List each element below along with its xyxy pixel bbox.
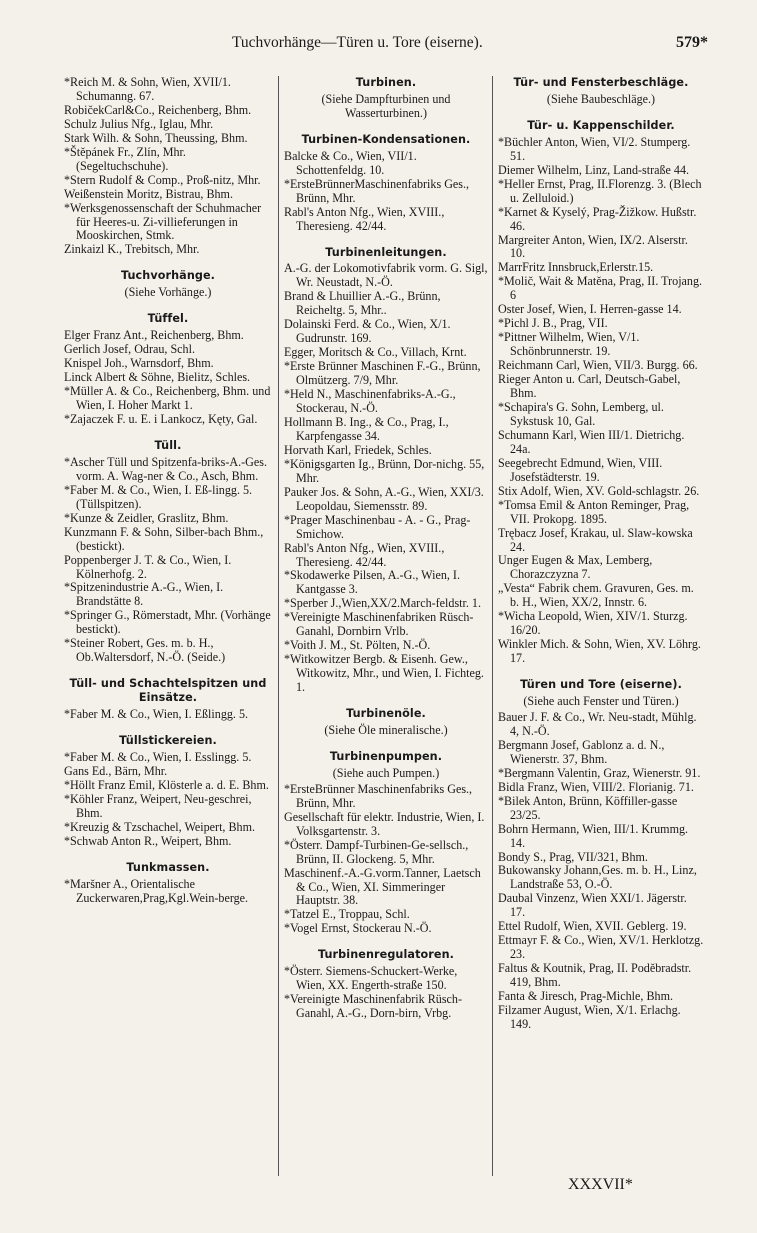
directory-entry: Linck Albert & Söhne, Bielitz, Schles. bbox=[64, 370, 251, 385]
directory-entry: *Kunze & Zeidler, Graslitz, Bhm. bbox=[64, 510, 229, 525]
directory-entry: *Skodawerke Pilsen, A.-G., Wien, I. Kantgasse 3. bbox=[284, 568, 460, 597]
directory-entry: *Kreuzig & Tzschachel, Weipert, Bhm. bbox=[64, 819, 256, 834]
directory-entry: *Schapira's G. Sohn, Lemberg, ul. Sykstusk 10, Gal. bbox=[498, 399, 664, 428]
directory-entry: Seegebrecht Edmund, Wien, VIII. Josefstädterstr. 19. bbox=[498, 455, 663, 484]
directory-entry: *Erste Brünner Maschinen F.-G., Brünn, Olmützerg. 7/9, Mhr. bbox=[284, 359, 481, 388]
directory-entry: *Prager Maschinenbau - A. - G., Prag-Smichow. bbox=[284, 512, 471, 541]
column-right bbox=[498, 76, 704, 1032]
directory-entry: Rabl's Anton Nfg., Wien, XVIII., Theresieng. 42/44. bbox=[284, 204, 445, 233]
directory-entry: *Pittner Wilhelm, Wien, V/1. Schönbrunnerstr. 19. bbox=[498, 330, 640, 359]
directory-entry: *Wicha Leopold, Wien, XIV/1. Sturzg. 16/20. bbox=[498, 609, 688, 638]
section-heading: Tür- und Fensterbeschläge. bbox=[513, 76, 689, 89]
running-title: Tuchvorhänge—Türen u. Tore (eiserne). bbox=[232, 34, 483, 51]
directory-entry: Bohrn Hermann, Wien, III/1. Krummg. 14. bbox=[498, 821, 689, 850]
directory-entry: *Vogel Ernst, Stockerau N.-Ö. bbox=[284, 921, 432, 936]
section-heading: Turbinen. bbox=[355, 76, 417, 89]
directory-entry: Weißenstein Moritz, Bistrau, Bhm. bbox=[64, 186, 233, 201]
directory-entry: Bondy S., Prag, VII/321, Bhm. bbox=[498, 849, 648, 864]
section-heading: Tür- u. Kappenschilder. bbox=[527, 118, 675, 132]
directory-entry: *Karnet & Kyselý, Prag-Žižkow. Hußstr. 46. bbox=[498, 204, 697, 233]
column-left bbox=[64, 76, 272, 906]
section-heading: Tuchvorhänge. bbox=[120, 269, 216, 283]
directory-entry: Brand & Lhuillier A.-G., Brünn, Reicheltg. 5, Mhr.. bbox=[284, 289, 441, 318]
directory-entry: Trębacz Josef, Krakau, ul. Slaw-kowska 24. bbox=[498, 525, 693, 554]
directory-entry: Oster Josef, Wien, I. Herren-gasse 14. bbox=[498, 302, 682, 317]
directory-entry: Gerlich Josef, Odrau, Schl. bbox=[64, 342, 195, 357]
directory-entry: Bergmann Josef, Gablonz a. d. N., Wienerstr. 37, Bhm. bbox=[498, 737, 665, 766]
directory-entry: Stix Adolf, Wien, XV. Gold-schlagstr. 26. bbox=[498, 483, 700, 498]
directory-entry: *Österr. Dampf-Turbinen-Ge-sellsch., Brünn, II. Glockeng. 5, Mhr. bbox=[284, 837, 469, 866]
directory-entry: Horvath Karl, Friedek, Schles. bbox=[284, 442, 432, 457]
directory-entry: *Witkowitzer Bergb. & Eisenh. Gew., Witkowitz, Mhr., und Wien, I. Fichteg. 1. bbox=[284, 652, 484, 695]
directory-entry: Margreiter Anton, Wien, IX/2. Alserstr. 10. bbox=[498, 232, 688, 261]
column-divider bbox=[278, 76, 279, 1176]
directory-entry: *Vereinigte Maschinenfabrik Rüsch-Ganahl, A.-G., Dorn-birn, Vrbg. bbox=[284, 992, 462, 1021]
directory-entry: Elger Franz Ant., Reichenberg, Bhm. bbox=[64, 328, 244, 343]
cross-reference-note: (Siehe Dampfturbinen und Wasserturbinen.) bbox=[321, 91, 451, 120]
directory-entry: *Vereinigte Maschinenfabriken Rüsch-Ganahl, Dornbirn Vrlb. bbox=[284, 610, 474, 639]
directory-entry: Filzamer August, Wien, X/1. Erlachg. 149. bbox=[498, 1003, 681, 1031]
directory-entry: Knispel Joh., Warnsdorf, Bhm. bbox=[64, 356, 214, 371]
directory-entry: Fanta & Jiresch, Prag-Michle, Bhm. bbox=[498, 989, 673, 1004]
directory-entry: *ErsteBrünner Maschinenfabriks Ges., Brünn, Mhr. bbox=[284, 781, 473, 810]
directory-entry: *Höllt Franz Emil, Klösterle a. d. E. Bhm. bbox=[64, 777, 269, 792]
directory-entry: *Tatzel E., Troppau, Schl. bbox=[284, 907, 410, 922]
directory-entry: *Zajaczek F. u. E. i Lankocz, Kęty, Gal. bbox=[64, 411, 258, 426]
cross-reference-note: (Siehe Vorhänge.) bbox=[124, 285, 212, 300]
directory-entry: Diemer Wilhelm, Linz, Land-straße 44. bbox=[498, 162, 690, 177]
directory-entry: Reichmann Carl, Wien, VII/3. Burgg. 66. bbox=[498, 358, 698, 373]
section-heading: Tüllstickereien. bbox=[119, 734, 217, 748]
directory-entry: *Bergmann Valentin, Graz, Wienerstr. 91. bbox=[498, 765, 701, 780]
section-heading: Turbinenöle. bbox=[346, 707, 426, 721]
directory-entry: Bauer J. F. & Co., Wr. Neu-stadt, Mühlg. 4, N.-Ö. bbox=[498, 709, 697, 738]
directory-entry: *Köhler Franz, Weipert, Neu-geschrei, Bhm. bbox=[64, 791, 252, 820]
directory-entry: Stark Wilh. & Sohn, Theussing, Bhm. bbox=[64, 130, 248, 145]
directory-entry: *Held N., Maschinenfabriks-A.-G., Stockerau, N.-Ö. bbox=[284, 387, 456, 416]
directory-entry: *Faber M. & Co., Wien, I. Esslingg. 5. bbox=[64, 749, 252, 764]
directory-entry: Hollmann B. Ing., & Co., Prag, I., Karpfengasse 34. bbox=[284, 414, 449, 443]
section-heading: Tunkmassen. bbox=[126, 860, 210, 874]
directory-entry: MarrFritz Innsbruck,Erlerstr.15. bbox=[498, 260, 654, 275]
directory-entry: Ettel Rudolf, Wien, XVII. Geblerg. 19. bbox=[498, 919, 687, 934]
directory-entry: Rieger Anton u. Carl, Deutsch-Gabel, Bhm. bbox=[498, 372, 681, 401]
directory-entry: *ErsteBrünnerMaschinenfabriks Ges., Brünn, Mhr. bbox=[284, 176, 470, 205]
directory-entry: Daubal Vinzenz, Wien XXI/1. Jägerstr. 17. bbox=[498, 891, 687, 920]
directory-entry: *Schwab Anton R., Weipert, Bhm. bbox=[64, 833, 232, 848]
directory-entry: Schulz Julius Nfg., Iglau, Mhr. bbox=[64, 116, 214, 131]
directory-entry: Poppenberger J. T. & Co., Wien, I. Kölnerhofg. 2. bbox=[64, 552, 232, 581]
directory-entry: *Molič, Wait & Matěna, Prag, II. Trojang. 6 bbox=[498, 274, 703, 303]
directory-entry: *Reich M. & Sohn, Wien, XVII/1. Schumanng. 67. bbox=[64, 75, 231, 103]
section-heading: Turbinen-Kondensationen. bbox=[301, 132, 471, 146]
directory-entry: Kunzmann F. & Sohn, Silber-bach Bhm., (bestickt). bbox=[64, 524, 264, 553]
directory-entry: *Faber M. & Co., Wien, I. Eß-lingg. 5. (Tüllspitzen). bbox=[64, 482, 253, 511]
directory-entry: *Štěpánek Fr., Zlín, Mhr. (Segeltuchschuhe). bbox=[64, 144, 186, 173]
directory-entry: *Sperber J.,Wien,XX/2.March-feldstr. 1. bbox=[284, 596, 481, 611]
section-heading: Turbinenpumpen. bbox=[329, 749, 443, 763]
directory-entry: Unger Eugen & Max, Lemberg, Chorazczyzna 7. bbox=[498, 553, 653, 582]
directory-entry: *Voith J. M., St. Pölten, N.-Ö. bbox=[284, 638, 431, 653]
section-heading: Tüll- und Schachtelspitzen und Einsätze. bbox=[69, 677, 267, 705]
directory-entry: *Werksgenossenschaft der Schuhmacher für Heeres-u. Zi-villieferungen in Mooskirchen, Stmk. bbox=[64, 200, 262, 243]
directory-entry: Rabl's Anton Nfg., Wien, XVIII., Theresieng. 42/44. bbox=[284, 540, 445, 569]
directory-entry: *Müller A. & Co., Reichenberg, Bhm. und Wien, I. Hoher Markt 1. bbox=[64, 384, 271, 413]
cross-reference-note: (Siehe Öle mineralische.) bbox=[324, 722, 448, 737]
directory-entry: Maschinenf.-A.-G.vorm.Tanner, Laetsch & Co., Wien, XI. Simmeringer Hauptstr. 38. bbox=[284, 865, 481, 908]
directory-entry: Pauker Jos. & Sohn, A.-G., Wien, XXI/3. Leopoldau, Siemensstr. 89. bbox=[284, 484, 484, 513]
column-middle bbox=[284, 76, 488, 1021]
directory-entry: Ettmayr F. & Co., Wien, XV/1. Herklotzg. 23. bbox=[498, 933, 704, 962]
section-heading: Turbinenleitungen. bbox=[325, 245, 447, 259]
section-heading: Turbinenregulatoren. bbox=[317, 948, 455, 962]
directory-entry: *Büchler Anton, Wien, VI/2. Stumperg. 51. bbox=[498, 134, 691, 163]
directory-entry: *Königsgarten Ig., Brünn, Dor-nichg. 55, Mhr. bbox=[284, 456, 485, 485]
directory-entry: Gans Ed., Bärn, Mhr. bbox=[64, 763, 168, 778]
directory-entry: *Stern Rudolf & Comp., Proß-nitz, Mhr. bbox=[64, 172, 261, 187]
section-heading: Tüffel. bbox=[147, 312, 189, 326]
directory-entry: *Pichl J. B., Prag, VII. bbox=[498, 316, 608, 331]
directory-entry: *Springer G., Römerstadt, Mhr. (Vorhänge bestickt). bbox=[64, 608, 271, 637]
directory-entry: A.-G. der Lokomotivfabrik vorm. G. Sigl, Wr. Neustadt, N.-Ö. bbox=[284, 261, 488, 290]
directory-entry: *Tomsa Emil & Anton Reminger, Prag, VII. Prokopg. 1895. bbox=[498, 497, 690, 526]
directory-entry: Schumann Karl, Wien III/1. Dietrichg. 24a. bbox=[498, 427, 685, 456]
cross-reference-note: (Siehe Baubeschläge.) bbox=[546, 91, 656, 106]
directory-entry: Faltus & Koutnik, Prag, II. Poděbradstr. 419, Bhm. bbox=[498, 961, 692, 990]
directory-entry: „Vesta“ Fabrik chem. Gravuren, Ges. m. b. H., Wien, XX/2, Innstr. 6. bbox=[498, 581, 694, 610]
directory-entry: Bukowansky Johann,Ges. m. b. H., Linz, Landstraße 53, O.-Ö. bbox=[498, 863, 697, 892]
directory-entry: Dolainski Ferd. & Co., Wien, X/1. Gudrunstr. 169. bbox=[284, 317, 451, 346]
cross-reference-note: (Siehe auch Fenster und Türen.) bbox=[523, 694, 679, 709]
directory-entry: Balcke & Co., Wien, VII/1. Schottenfeldg. 10. bbox=[284, 148, 417, 177]
directory-entry: Bidla Franz, Wien, VIII/2. Florianig. 71. bbox=[498, 779, 694, 794]
cross-reference-note: (Siehe auch Pumpen.) bbox=[332, 765, 440, 780]
directory-entry: *Steiner Robert, Ges. m. b. H., Ob.Waltersdorf, N.-Ö. (Seide.) bbox=[64, 636, 226, 665]
directory-entry: Gesellschaft für elektr. Industrie, Wien, I. Volksgartenstr. 3. bbox=[284, 809, 485, 838]
column-divider bbox=[492, 76, 493, 1176]
directory-entry: *Ascher Tüll und Spitzenfa-briks-A.-Ges. vorm. A. Wag-ner & Co., Asch, Bhm. bbox=[64, 454, 267, 483]
directory-entry: Winkler Mich. & Sohn, Wien, XV. Löhrg. 17. bbox=[498, 637, 701, 666]
page-number: 579* bbox=[676, 34, 708, 51]
directory-entry: *Heller Ernst, Prag, II.Florenzg. 3. (Blech u. Zelluloid.) bbox=[498, 176, 702, 205]
section-heading: Türen und Tore (eiserne). bbox=[520, 678, 682, 692]
section-heading: Tüll. bbox=[154, 438, 182, 452]
directory-entry: RobičekCarl&Co., Reichenberg, Bhm. bbox=[64, 102, 252, 117]
signature-mark: XXXVII* bbox=[568, 1176, 633, 1193]
directory-entry: *Faber M. & Co., Wien, I. Eßlingg. 5. bbox=[64, 707, 249, 722]
directory-entry: *Spitzenindustrie A.-G., Wien, I. Brandstätte 8. bbox=[64, 580, 224, 609]
directory-entry: *Bilek Anton, Brünn, Köffiller-gasse 23/25. bbox=[498, 793, 678, 822]
page-header bbox=[0, 34, 757, 54]
directory-entry: *Österr. Siemens-Schuckert-Werke, Wien, XX. Engerth-straße 150. bbox=[284, 964, 458, 993]
directory-entry: *Maršner A., Orientalische Zuckerwaren,Prag,Kgl.Wein-berge. bbox=[64, 876, 249, 905]
directory-entry: Zinkaizl K., Trebitsch, Mhr. bbox=[64, 242, 200, 257]
directory-entry: Egger, Moritsch & Co., Villach, Krnt. bbox=[284, 345, 467, 360]
